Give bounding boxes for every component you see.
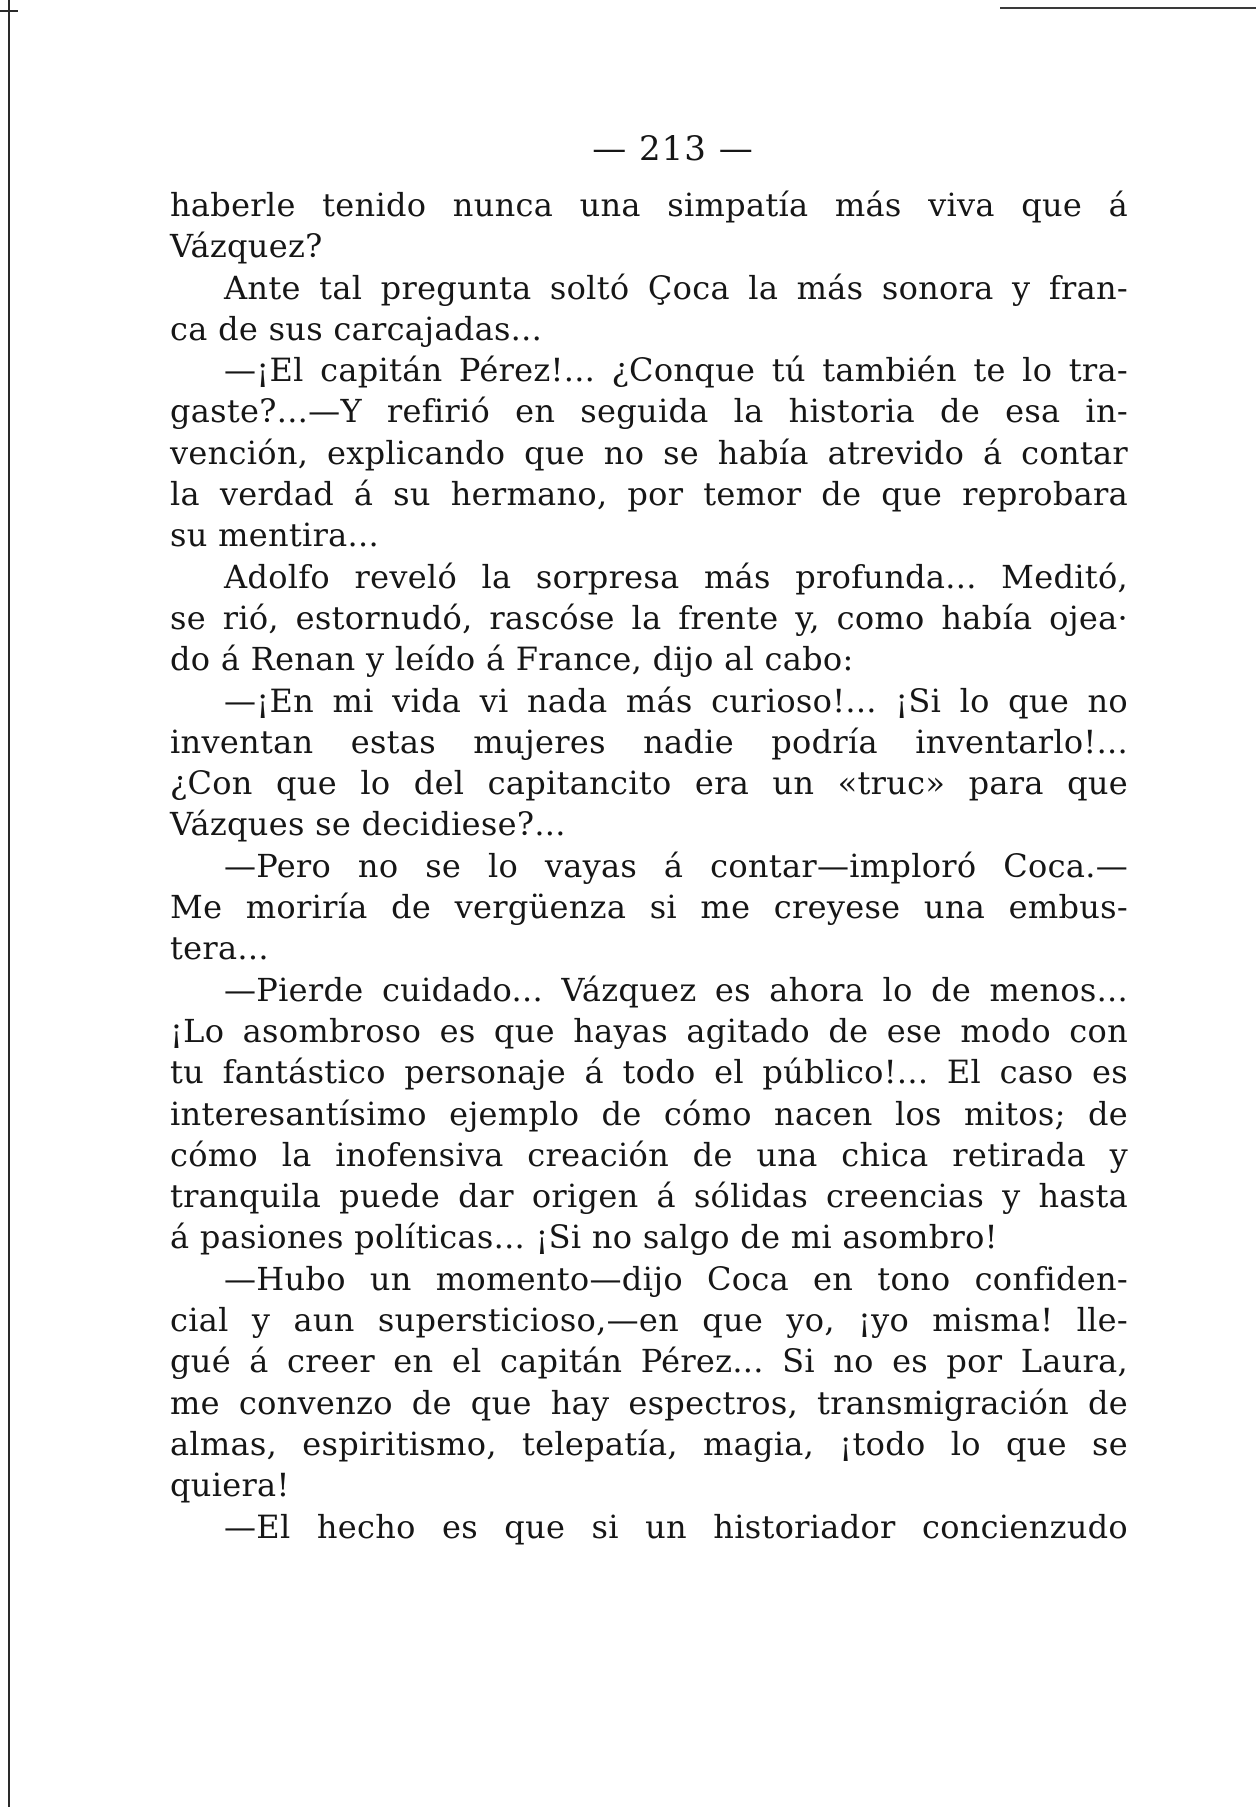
text-line: —Pierde cuidado... Vázquez es ahora lo de menos... (224, 970, 1128, 1009)
text-line: inventan estas mujeres nadie podría inventarlo!... (170, 722, 1128, 761)
text-line: se rió, estornudó, rascóse la frente y, como había ojea· (170, 598, 1128, 637)
text-line: ca de sus carcajadas... (170, 309, 543, 348)
text-line: me convenzo de que hay espectros, transmigración de (170, 1383, 1128, 1422)
text-line: Adolfo reveló la sorpresa más profunda... Meditó, (224, 557, 1128, 596)
text-line: Vázques se decidiese?... (170, 805, 566, 844)
text-line: —Pero no se lo vayas á contar—imploró Coca.— (224, 846, 1128, 885)
page-edge-tick (0, 10, 18, 12)
text-line: —¡El capitán Pérez!... ¿Conque tú también te lo tra- (224, 351, 1128, 390)
text-line: Me moriría de vergüenza si me creyese una embus- (170, 888, 1128, 927)
page-edge-rule (8, 0, 10, 1807)
text-line: haberle tenido nunca una simpatía más viva que á (170, 186, 1128, 224)
text-line: la verdad á su hermano, por temor de que reprobara (170, 475, 1128, 514)
top-edge-rule (1000, 7, 1256, 9)
text-line: á pasiones políticas... ¡Si no salgo de mi asombro! (170, 1218, 998, 1257)
text-line: tera... (170, 929, 269, 968)
body-text (170, 185, 1128, 1548)
text-line: —El hecho es que si un historiador concienzudo (224, 1507, 1128, 1546)
text-line: ¿Con que lo del capitancito era un «truc» para que (170, 764, 1128, 803)
text-line: Ante tal pregunta soltó Çoca la más sonora y fran- (224, 268, 1128, 307)
text-line: cial y aun supersticioso,—en que yo, ¡yo misma! lle- (170, 1301, 1128, 1340)
text-line: su mentira... (170, 516, 379, 555)
text-line: gaste?...—Y refirió en seguida la historia de esa in- (170, 392, 1128, 431)
text-line: interesantísimo ejemplo de cómo nacen los mitos; de (170, 1094, 1128, 1133)
text-line: tu fantástico personaje á todo el público!... El caso es (170, 1053, 1128, 1092)
text-line: ¡Lo asombroso es que hayas agitado de ese modo con (170, 1011, 1128, 1050)
text-line: tranquila puede dar origen á sólidas creencias y hasta (170, 1177, 1128, 1216)
text-line: quiera! (170, 1466, 290, 1505)
text-line: vención, explicando que no se había atrevido á contar (170, 433, 1128, 472)
page-number: — 213 — (592, 129, 754, 169)
text-line: Vázquez? (170, 227, 323, 266)
text-line: —Hubo un momento—dijo Coca en tono confiden- (224, 1259, 1128, 1298)
text-line: —¡En mi vida vi nada más curioso!... ¡Si lo que no (224, 681, 1128, 720)
text-line: gué á creer en el capitán Pérez... Si no es por Laura, (170, 1342, 1128, 1381)
text-line: almas, espiritismo, telepatía, magia, ¡todo lo que se (170, 1424, 1128, 1463)
text-line: cómo la inofensiva creación de una chica retirada y (170, 1135, 1128, 1174)
text-line: do á Renan y leído á France, dijo al cabo: (170, 640, 854, 679)
